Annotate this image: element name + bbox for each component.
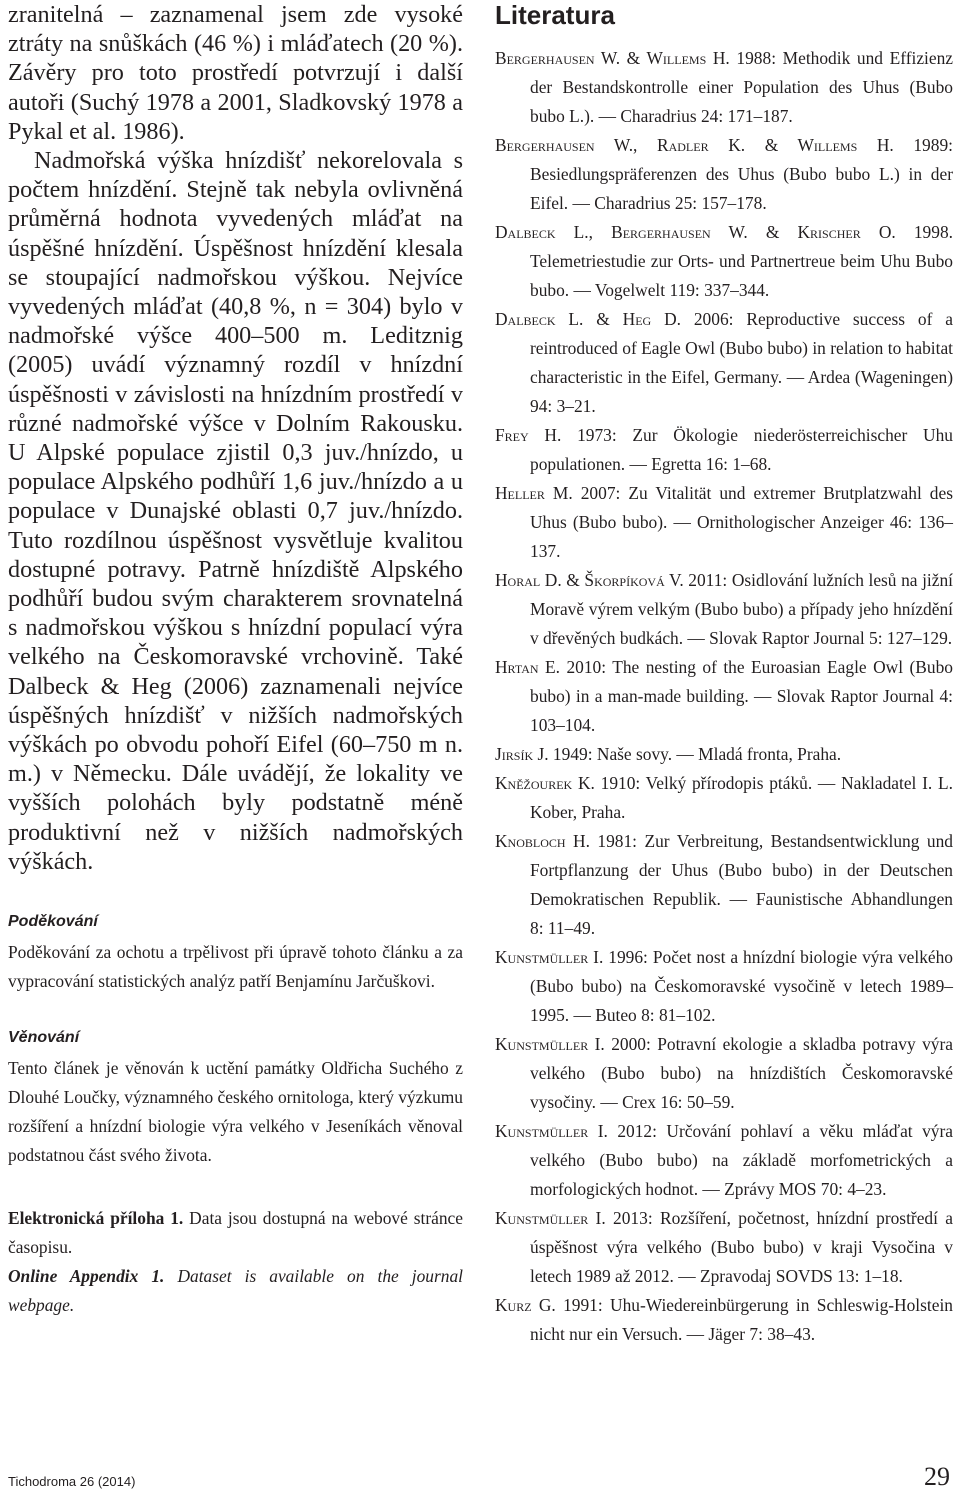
acknowledgement-text: Poděkování za ochotu a trpělivost při úpravě tohoto článku a za vypracování statistických analýz patří Benjamínu Jarčuškovi. xyxy=(8,942,463,992)
reference-details: 2007: Zu Vitalität und extremer Brutplatzwahl des Uhus (Bubo bubo). — Ornithologischer Anzeiger 46: 136–137. xyxy=(530,483,953,561)
reference-authors: Bergerhausen W. & Willems H. xyxy=(495,48,730,68)
literature-title: Literatura xyxy=(495,0,615,30)
reference-details: 2000: Potravní ekologie a skladba potravy výra velkého (Bubo bubo) na hnízdištích Českomoravské vysočiny. — Crex 16: 50–59. xyxy=(530,1034,953,1112)
appendix-cz xyxy=(8,1204,463,1262)
reference-authors: Kunstmüller I. xyxy=(495,1121,608,1141)
reference-item xyxy=(495,479,953,566)
reference-authors: Horal D. & Škorpíková V. xyxy=(495,570,684,590)
reference-details: 1981: Zur Verbreitung, Bestandsentwicklung und Fortpflanzung der Uhus (Bubo bubo) in der Deutschen Demokratischen Republik. — Faunistische Abhandlungen 8: 11–49. xyxy=(530,831,953,938)
acknowledgement-heading: Poděkování xyxy=(8,913,98,931)
reference-details: 1996: Počet nost a hnízdní biologie výra velkého (Bubo bubo) na Českomoravské vysočině v letech 1989–1995. — Buteo 8: 81–102. xyxy=(530,947,953,1025)
reference-details: 2006: Reproductive success of a reintroduced of Eagle Owl (Bubo bubo) in relation to habitat characteristic in the Eifel, Germany. — Ardea (Wageningen) 94: 3–21. xyxy=(530,309,953,416)
reference-item xyxy=(495,1204,953,1291)
reference-authors: Knobloch H. xyxy=(495,831,590,851)
reference-details: 2011: Osidlování lužních lesů na jižní Moravě výrem velkým (Bubo bubo) a případy jeho hnízdění v dřevěných budkách. — Slovak Raptor Journal 5: 127–129. xyxy=(530,570,953,648)
reference-details: 1991: Uhu-Wiedereinbürgerung in Schleswig-Holstein nicht nur ein Versuch. — Jäger 7: 38–43. xyxy=(530,1295,953,1344)
reference-item xyxy=(495,44,953,131)
reference-item xyxy=(495,769,953,827)
reference-item xyxy=(495,131,953,218)
reference-item xyxy=(495,1117,953,1204)
reference-item xyxy=(495,740,953,769)
reference-authors: Kunstmüller I. xyxy=(495,1208,606,1228)
reference-authors: Bergerhausen W., Radler K. & Willems H. xyxy=(495,135,894,155)
reference-item xyxy=(495,827,953,943)
reference-details: 1988: Methodik und Effizienz der Bestandskontrolle einer Population des Uhus (Bubo bubo L.). — Charadrius 24: 171–187. xyxy=(530,48,953,126)
reference-list xyxy=(495,44,953,1349)
reference-authors: Frey H. xyxy=(495,425,562,445)
reference-item xyxy=(495,1030,953,1117)
reference-authors: Jirsík J. xyxy=(495,744,549,764)
body-paragraph-2 xyxy=(8,146,463,876)
reference-authors: Dalbeck L., Bergerhausen W. & Krischer O. xyxy=(495,222,896,242)
reference-item xyxy=(495,653,953,740)
reference-authors: Kurz G. xyxy=(495,1295,556,1315)
reference-details: 2010: The nesting of the Euroasian Eagle Owl (Bubo bubo) in a man-made building. — Slovak Raptor Journal 4: 103–104. xyxy=(530,657,953,735)
appendix-en-label: Online Appendix 1. xyxy=(8,1266,165,1287)
dedication-heading: Věnování xyxy=(8,1029,80,1047)
reference-details: 2013: Rozšíření, početnost, hnízdní prostředí a úspěšnost výra velkého (Bubo bubo) v kraji Vysočina v letech 1989 až 2012. — Zpravodaj SOVDS 13: 1–18. xyxy=(530,1208,953,1286)
journal-footer: Tichodroma 26 (2014) xyxy=(8,1474,136,1489)
reference-details: 1998. Telemetriestudie zur Orts- und Partnertreue beim Uhu Bubo bubo. — Vogelwelt 119: 337–344. xyxy=(530,222,953,300)
page-number: 29 xyxy=(924,1462,950,1491)
reference-item xyxy=(495,566,953,653)
dedication-text: Tento článek je věnován k uctění památky Oldřicha Suchého z Dlouhé Loučky, významného českého ornitologa, který výzkumu rozšíření a hnízdní biologie výra velkého v Jeseníkách věnoval podstatnou část svého života. xyxy=(8,1058,463,1166)
reference-item xyxy=(495,218,953,305)
appendix-cz-text: Data jsou dostupná na webové stránce časopisu. xyxy=(8,1208,463,1258)
reference-item xyxy=(495,943,953,1030)
reference-authors: Heller M. xyxy=(495,483,573,503)
appendix-en-text: Dataset is available on the journal webpage. xyxy=(8,1266,463,1316)
body-paragraph-1: zranitelná – zaznamenal jsem zde vysoké ztráty na snůškách (46 %) i mláďatech (20 %). Závěry pro toto prostředí potvrzují i další autoři (Suchý 1978 a 2001, Sladkovský 1978 a Pykal et al. 1986). xyxy=(8,1,463,145)
reference-item xyxy=(495,305,953,421)
reference-authors: Kunstmüller I. xyxy=(495,947,604,967)
reference-details: 1989: Besiedlungspräferenzen des Uhus (Bubo bubo L.) in der Eifel. — Charadrius 25: 157–178. xyxy=(530,135,953,213)
reference-item xyxy=(495,421,953,479)
reference-authors: Dalbeck L. & Heg D. xyxy=(495,309,681,329)
right-column xyxy=(495,0,953,1349)
body-paragraph-2-text: Nadmořská výška hnízdišť nekorelovala s počtem hnízdění. Stejně tak nebyla ovlivněná průměrná hodnota vyvedených mláďat na úspěšné hnízdění. Úspěšnost hnízdění klesala se stoupající nadmořskou výškou. Nejvíce vyvedených mláďat (40,8 %, n = 304) bylo v nadmořské výšce 400–500 m. Leditznig (2005) uvádí významný rozdíl v hnízdní úspěšnosti v závislosti na hnízdním prostředí v různé nadmořské výšce v Dolním Rakousku. U Alpské populace zjistil 0,3 juv./hnízdo, u populace Alpského podhůří 1,6 juv./hnízdo a u populace v Dunajské oblasti 0,7 juv./hnízdo. Tuto rozdílnou úspěšnost vysvětluje kvalitou dostupné potravy. Patrně hnízdiště Alpského podhůří budou svým charakterem srovnatelná s nadmořskou výškou s hnízdní populací výra velkého na Českomoravské vrchovině. Také Dalbeck & Heg (2006) zaznamenali nejvíce úspěšných hnízdišť v nižších nadmořských výškách po obvodu pohoří Eifel (60–750 m n. m.) v Německu. Dále uvádějí, že lokality ve vyšších polohách byly podstatně méně produktivní než v nižších nadmořských výškách. xyxy=(8,147,463,875)
reference-authors: Hrtan E. xyxy=(495,657,560,677)
appendix-en xyxy=(8,1262,463,1320)
reference-item xyxy=(495,1291,953,1349)
reference-details: 2012: Určování pohlaví a věku mláďat výra velkého (Bubo bubo) na základě morfometrických a morfologických hodnot. — Zprávy MOS 70: 4–23. xyxy=(530,1121,953,1199)
reference-details: 1910: Velký přírodopis ptáků. — Nakladatel I. L. Kober, Praha. xyxy=(530,773,953,822)
left-column xyxy=(8,0,463,1320)
reference-details: 1973: Zur Ökologie niederösterreichischer Uhu populationen. — Egretta 16: 1–68. xyxy=(530,425,953,474)
reference-authors: Kunstmüller I. xyxy=(495,1034,605,1054)
reference-authors: Kněžourek K. xyxy=(495,773,595,793)
reference-details: 1949: Naše sovy. — Mladá fronta, Praha. xyxy=(548,744,842,764)
appendix-cz-label: Elektronická příloha 1. xyxy=(8,1208,184,1229)
